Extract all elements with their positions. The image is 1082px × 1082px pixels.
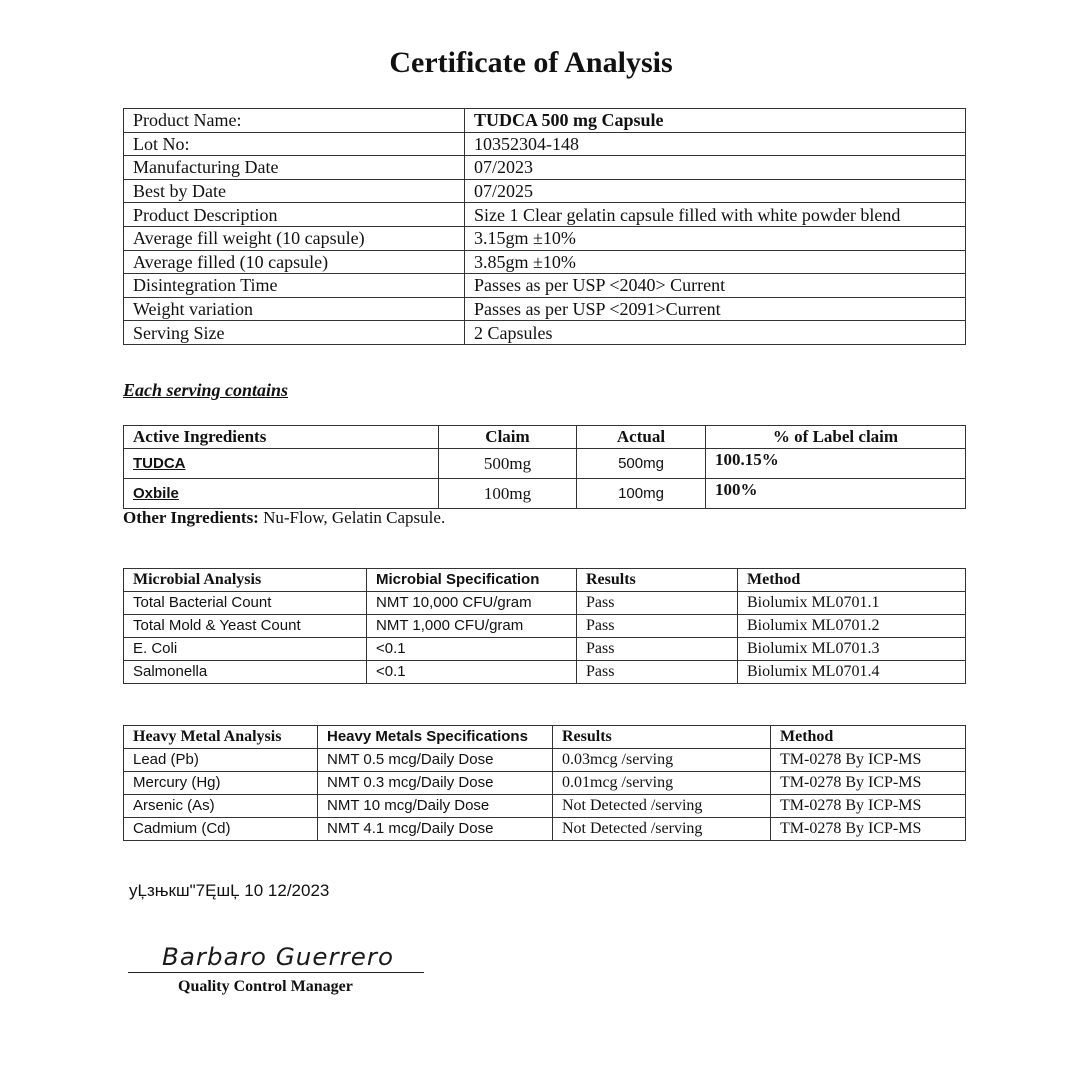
- handwritten-signature-image: [158, 938, 398, 972]
- table-row: [124, 132, 966, 156]
- disintegration-time-value: Passes as per USP <2040> Current: [465, 274, 966, 298]
- specification-cell: <0.1: [367, 638, 577, 661]
- product-info-table: [123, 108, 966, 345]
- table-row: [124, 156, 966, 180]
- table-row: [124, 661, 966, 684]
- percent-label-claim-cell: 100.15%: [706, 449, 966, 479]
- product-description-value: Size 1 Clear gelatin capsule filled with white powder blend: [465, 203, 966, 227]
- result-cell: Pass: [577, 638, 738, 661]
- table-row: [124, 449, 966, 479]
- table-row: [124, 749, 966, 772]
- specification-cell: NMT 0.3 mcg/Daily Dose: [318, 772, 553, 795]
- test-name-cell: E. Coli: [124, 638, 367, 661]
- ingredient-name: TUDCA: [133, 455, 186, 472]
- method-cell: TM-0278 By ICP-MS: [771, 772, 966, 795]
- table-row: [124, 203, 966, 227]
- column-header: Results: [577, 569, 738, 592]
- percent-label-claim-cell: 100%: [706, 479, 966, 509]
- signature: [128, 936, 424, 973]
- table-header-row: [124, 426, 966, 449]
- ingredient-name: Oxbile: [133, 485, 179, 502]
- method-cell: TM-0278 By ICP-MS: [771, 749, 966, 772]
- method-cell: TM-0278 By ICP-MS: [771, 818, 966, 841]
- disintegration-time-label: Disintegration Time: [124, 274, 465, 298]
- column-header: Heavy Metal Analysis: [124, 726, 318, 749]
- best-by-date-label: Best by Date: [124, 179, 465, 203]
- other-ingredients-value: Nu-Flow, Gelatin Capsule.: [258, 508, 446, 527]
- ingredient-name-cell: [124, 449, 439, 479]
- test-name-cell: Lead (Pb): [124, 749, 318, 772]
- microbial-analysis-table: [123, 568, 966, 684]
- result-cell: 0.01mcg /serving: [553, 772, 771, 795]
- table-row: [124, 274, 966, 298]
- weight-variation-value: Passes as per USP <2091>Current: [465, 297, 966, 321]
- lot-no-label: Lot No:: [124, 132, 465, 156]
- table-row: [124, 795, 966, 818]
- date-line: yĻзњкш"7ĘшĻ 10 12/2023: [129, 881, 330, 900]
- table-header-row: [124, 569, 966, 592]
- average-fill-weight-value: 3.15gm ±10%: [465, 226, 966, 250]
- method-cell: TM-0278 By ICP-MS: [771, 795, 966, 818]
- test-name-cell: Total Mold & Yeast Count: [124, 615, 367, 638]
- result-cell: Pass: [577, 615, 738, 638]
- specification-cell: NMT 1,000 CFU/gram: [367, 615, 577, 638]
- average-filled-label: Average filled (10 capsule): [124, 250, 465, 274]
- table-row: [124, 818, 966, 841]
- result-cell: Not Detected /serving: [553, 818, 771, 841]
- actual-cell: 500mg: [577, 449, 706, 479]
- method-cell: Biolumix ML0701.2: [738, 615, 966, 638]
- column-header: Claim: [439, 426, 577, 449]
- specification-cell: NMT 10,000 CFU/gram: [367, 592, 577, 615]
- column-header: Active Ingredients: [124, 426, 439, 449]
- weight-variation-label: Weight variation: [124, 297, 465, 321]
- column-header: Actual: [577, 426, 706, 449]
- signature-text: Barbaro Guerrero: [162, 943, 394, 971]
- column-header: % of Label claim: [706, 426, 966, 449]
- best-by-date-value: 07/2025: [465, 179, 966, 203]
- method-cell: Biolumix ML0701.3: [738, 638, 966, 661]
- column-header: Heavy Metals Specifications: [318, 726, 553, 749]
- lot-no-value: 10352304-148: [465, 132, 966, 156]
- test-name-cell: Salmonella: [124, 661, 367, 684]
- method-cell: Biolumix ML0701.4: [738, 661, 966, 684]
- table-row: [124, 250, 966, 274]
- document-title: Certificate of Analysis: [389, 46, 673, 79]
- column-header: Results: [553, 726, 771, 749]
- column-header: Method: [771, 726, 966, 749]
- table-row: [124, 615, 966, 638]
- test-name-cell: Cadmium (Cd): [124, 818, 318, 841]
- result-cell: Pass: [577, 661, 738, 684]
- product-name-label: Product Name:: [124, 109, 465, 133]
- result-cell: Pass: [577, 592, 738, 615]
- other-ingredients: [123, 508, 445, 528]
- specification-cell: NMT 0.5 mcg/Daily Dose: [318, 749, 553, 772]
- table-row: [124, 592, 966, 615]
- claim-cell: 500mg: [439, 449, 577, 479]
- specification-cell: <0.1: [367, 661, 577, 684]
- manufacturing-date-value: 07/2023: [465, 156, 966, 180]
- table-row: [124, 109, 966, 133]
- product-name-value: TUDCA 500 mg Capsule: [465, 109, 966, 133]
- table-row: [124, 297, 966, 321]
- table-row: [124, 179, 966, 203]
- ingredient-name-cell: [124, 479, 439, 509]
- manufacturing-date-label: Manufacturing Date: [124, 156, 465, 180]
- signer-title: Quality Control Manager: [178, 978, 353, 995]
- serving-size-value: 2 Capsules: [465, 321, 966, 345]
- test-name-cell: Arsenic (As): [124, 795, 318, 818]
- table-row: [124, 772, 966, 795]
- average-fill-weight-label: Average fill weight (10 capsule): [124, 226, 465, 250]
- column-header: Method: [738, 569, 966, 592]
- result-cell: Not Detected /serving: [553, 795, 771, 818]
- table-row: [124, 226, 966, 250]
- specification-cell: NMT 4.1 mcg/Daily Dose: [318, 818, 553, 841]
- test-name-cell: Mercury (Hg): [124, 772, 318, 795]
- serving-size-label: Serving Size: [124, 321, 465, 345]
- table-header-row: [124, 726, 966, 749]
- table-row: [124, 638, 966, 661]
- method-cell: Biolumix ML0701.1: [738, 592, 966, 615]
- column-header: Microbial Specification: [367, 569, 577, 592]
- other-ingredients-label: Other Ingredients:: [123, 508, 259, 527]
- product-description-label: Product Description: [124, 203, 465, 227]
- actual-cell: 100mg: [577, 479, 706, 509]
- result-cell: 0.03mcg /serving: [553, 749, 771, 772]
- table-row: [124, 479, 966, 509]
- column-header: Microbial Analysis: [124, 569, 367, 592]
- serving-heading: Each serving contains: [123, 380, 289, 400]
- average-filled-value: 3.85gm ±10%: [465, 250, 966, 274]
- active-ingredients-table: [123, 425, 966, 509]
- test-name-cell: Total Bacterial Count: [124, 592, 367, 615]
- heavy-metal-analysis-table: [123, 725, 966, 841]
- specification-cell: NMT 10 mcg/Daily Dose: [318, 795, 553, 818]
- table-row: [124, 321, 966, 345]
- claim-cell: 100mg: [439, 479, 577, 509]
